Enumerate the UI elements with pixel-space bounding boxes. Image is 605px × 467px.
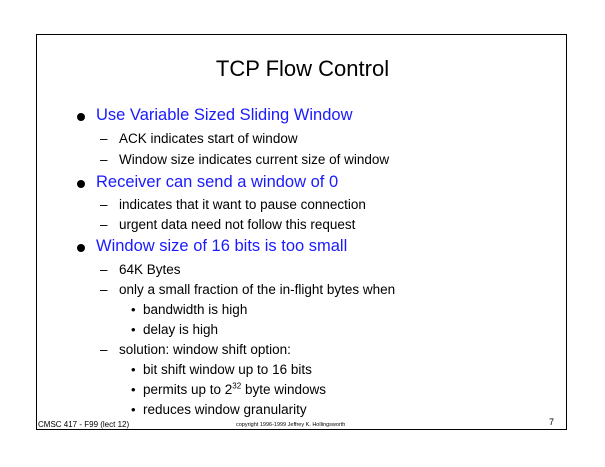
dot-marker: • (131, 382, 136, 397)
dash-marker: – (100, 262, 108, 277)
subitem-ack-start: ACK indicates start of window (119, 131, 298, 146)
footer-course: CMSC 417 - F99 (lect 12) (38, 420, 130, 429)
subitem-solution: solution: window shift option: (119, 342, 291, 357)
permits-text-after: byte windows (241, 382, 326, 397)
bullet-16-bits: Window size of 16 bits is too small (96, 237, 348, 255)
dash-marker: – (100, 217, 108, 232)
dash-marker: – (100, 282, 108, 297)
permits-text-before: permits up to 2 (143, 382, 233, 397)
subitem-in-flight: only a small fraction of the in-flight bytes when (119, 282, 396, 297)
subsub-permits-windows (143, 382, 326, 397)
slide-title: TCP Flow Control (215, 56, 390, 81)
subsub-granularity: reduces window granularity (143, 402, 307, 417)
page-number: 7 (549, 417, 555, 427)
subitem-urgent-data: urgent data need not follow this request (119, 217, 356, 232)
subitem-pause-connection: indicates that it want to pause connection (119, 197, 366, 212)
subitem-64k: 64K Bytes (119, 262, 181, 277)
subsub-delay: delay is high (143, 322, 219, 337)
subitem-window-size: Window size indicates current size of window (119, 152, 390, 167)
footer-copyright: copyright 1996-1999 Jeffrey K. Hollingsworth (236, 422, 346, 428)
subsub-bandwidth: bandwidth is high (143, 302, 248, 317)
dash-marker: – (100, 131, 108, 146)
bullet-zero-window: Receiver can send a window of 0 (96, 173, 339, 191)
bullet-dot (77, 180, 85, 188)
bullet-dot (77, 244, 85, 252)
dot-marker: • (131, 402, 136, 417)
dash-marker: – (100, 342, 108, 357)
dot-marker: • (131, 302, 136, 317)
bullet-variable-window: Use Variable Sized Sliding Window (96, 106, 353, 124)
bullet-dot (77, 113, 85, 121)
dash-marker: – (100, 152, 108, 167)
exponent-32: 32 (232, 381, 242, 391)
dot-marker: • (131, 362, 136, 377)
dot-marker: • (131, 322, 136, 337)
dash-marker: – (100, 197, 108, 212)
subsub-bit-shift: bit shift window up to 16 bits (143, 362, 312, 377)
